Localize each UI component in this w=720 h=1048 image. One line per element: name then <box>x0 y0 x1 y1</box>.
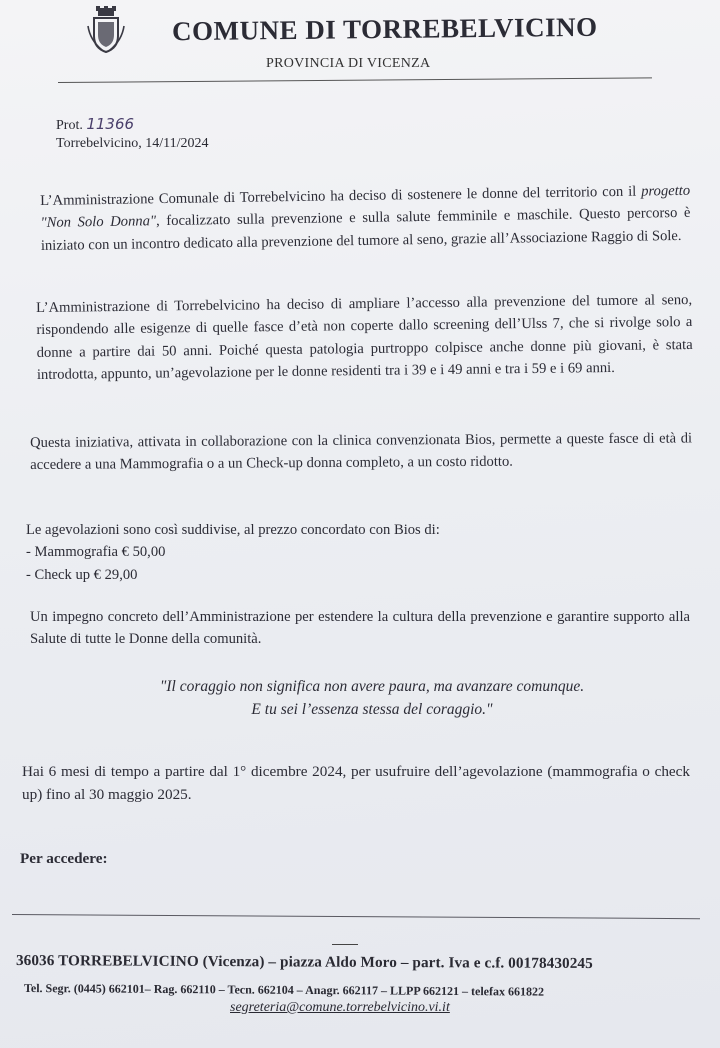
price-list <box>26 519 586 586</box>
paragraph-commitment: Un impegno concreto dell’Amministrazione per estendere la cultura della prevenzione e garantire supporto alla Salute di tutte le Donne della comunità. <box>30 609 690 648</box>
project-name: progetto "Non Solo Donna" <box>40 182 691 232</box>
access-label: Per accedere: <box>20 850 108 867</box>
municipal-crest-icon <box>86 6 126 54</box>
protocol-number: 11366 <box>86 115 135 133</box>
footer-dash <box>332 944 358 945</box>
footer-divider <box>12 914 700 919</box>
footer-phones: Tel. Segr. (0445) 662101– Rag. 662110 – Tecn. 662104 – Anagr. 662117 – LLPP 662121 – telefax 661822 <box>23 981 545 999</box>
price-item-checkup: - Check up € 29,00 <box>26 566 138 583</box>
quote-line-1: "Il coraggio non significa non avere paura, ma avanzare comunque. <box>159 678 585 695</box>
protocol-block <box>56 115 208 153</box>
place-date: Torrebelvicino, 14/11/2024 <box>56 136 209 151</box>
province-subtitle: PROVINCIA DI VICENZA <box>266 56 431 71</box>
footer-email-link[interactable]: segreteria@comune.torrebelvicino.vi.it <box>230 1000 450 1015</box>
municipality-title: COMUNE DI TORREBELVICINO <box>171 11 598 47</box>
footer-address: 36036 TORREBELVICINO (Vicenza) – piazza Aldo Moro – part. Iva e c.f. 00178430245 <box>15 952 593 973</box>
protocol-label: Prot. <box>56 118 83 133</box>
paragraph-intro <box>40 180 691 257</box>
paragraph-intro-text-a: L’Amministrazione Comunale di Torrebelvicino ha deciso di sostenere le donne del territorio con il <box>40 183 642 209</box>
paragraph-screening: L’Amministrazione di Torrebelvicino ha deciso di ampliare l’accesso alla prevenzione del tumore al seno, rispondendo alle esigenze di quelle fasce d’età non coperte dallo screening dell’Ulss 7, che si rivolge solo a donne a partire dai 50 anni. Poiché questa patologia purtroppo colpisce anche donne più giovani, è stata introdotta, appunto, un’agevolazione per le donne residenti tra i 39 e i 49 anni e tra i 59 e i 69 anni. <box>36 291 693 384</box>
paragraph-intro-text-b: , focalizzato sulla prevenzione e sulla salute femminile e maschile. Questo percorso è iniziato con un incontro dedicato alla prevenzione del tumore al seno, grazie all’Associazione Raggio di Sole. <box>40 205 691 254</box>
price-list-intro: Le agevolazioni sono così suddivise, al prezzo concordato con Bios di: <box>26 522 440 538</box>
header-divider <box>58 77 652 83</box>
paragraph-initiative: Questa iniziativa, attivata in collaborazione con la clinica convenzionata Bios, permette a queste fasce di età di accedere a una Mammografia o a un Check-up donna completo, a un costo ridotto. <box>30 430 693 474</box>
quote-line-2: E tu sei l’essenza stessa del coraggio." <box>251 701 493 718</box>
motivational-quote <box>92 675 652 721</box>
paragraph-deadline: Hai 6 mesi di tempo a partire dal 1° dicembre 2024, per usufruire dell’agevolazione (mammografia o check up) fino al 30 maggio 2025. <box>22 763 690 803</box>
price-item-mammografia: - Mammografia € 50,00 <box>26 544 166 561</box>
